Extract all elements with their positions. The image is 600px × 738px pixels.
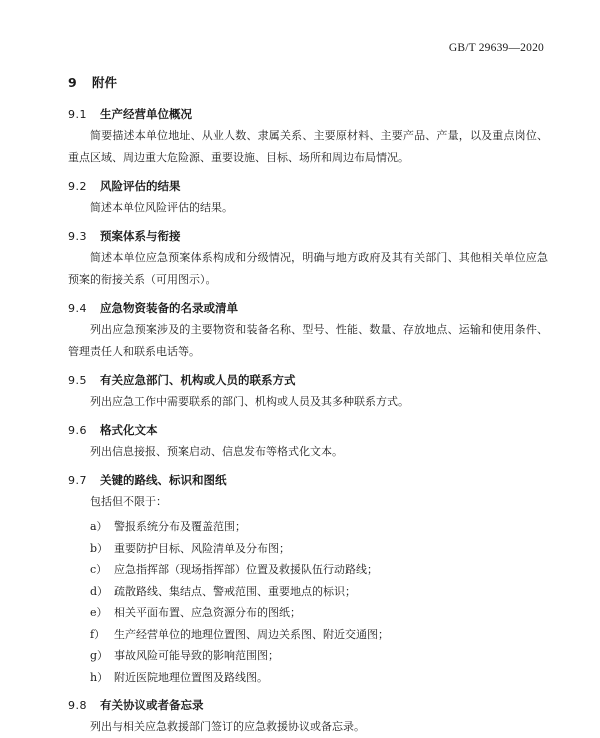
- section-number: 9.6: [68, 424, 87, 437]
- section-heading: [68, 472, 548, 488]
- section-heading: [68, 422, 548, 438]
- list-item: [90, 559, 548, 581]
- list-marker: g）: [90, 649, 109, 662]
- section-paragraph: 列出应急工作中需要联系的部门、机构或人员及其多种联系方式。: [90, 395, 409, 408]
- section-number: 9.8: [68, 699, 87, 712]
- standard-code: GB/T 29639—2020: [448, 42, 544, 54]
- list-item: [90, 645, 548, 667]
- chapter-title: 附件: [92, 75, 118, 90]
- section-number: 9.2: [68, 180, 87, 193]
- section-9-8: [68, 697, 548, 738]
- list-marker: c）: [90, 563, 108, 576]
- section-paragraph: 简述本单位应急预案体系构成和分级情况，明确与地方政府及其有关部门、其他相关单位应急预案的衔接关系（可用图示）。: [68, 251, 548, 286]
- section-paragraph: 简述本单位风险评估的结果。: [90, 201, 233, 214]
- section-paragraph: 简要描述本单位地址、从业人数、隶属关系、主要原材料、主要产品、产量，以及重点岗位、重点区域、周边重大危险源、重要设施、目标、场所和周边布局情况。: [68, 129, 548, 164]
- section-number: 9.3: [68, 230, 87, 243]
- section-title: 有关应急部门、机构或人员的联系方式: [100, 373, 296, 387]
- section-number: 9.7: [68, 474, 87, 487]
- list-item-text: 事故风险可能导致的影响范围图；: [114, 649, 279, 662]
- section-title: 有关协议或者备忘录: [100, 698, 204, 712]
- section-paragraph: 列出信息接报、预案启动、信息发布等格式化文本。: [90, 445, 343, 458]
- list-marker: b）: [90, 541, 109, 555]
- section-9-6: [68, 422, 548, 463]
- list-marker: d）: [90, 584, 109, 598]
- section-9-7: [68, 472, 548, 688]
- list-marker: e）: [90, 606, 108, 619]
- section-paragraph: 包括但不限于：: [90, 495, 167, 508]
- section-heading: [68, 372, 548, 388]
- list-item: [90, 667, 548, 689]
- section-number: 9.5: [68, 374, 87, 387]
- list-item-text: 重要防护目标、风险清单及分布图；: [114, 541, 290, 555]
- list-item-text: 疏散路线、集结点、警戒范围、重要地点的标识；: [114, 584, 356, 598]
- list-item-text: 附近医院地理位置图及路线图。: [114, 670, 268, 684]
- section-title: 预案体系与衔接: [100, 229, 181, 243]
- list-item: [90, 581, 548, 603]
- list-marker: h）: [90, 670, 109, 684]
- list-item-text: 应急指挥部（现场指挥部）位置及救援队伍行动路线；: [114, 563, 378, 576]
- section-paragraph: 列出与相关应急救援部门签订的应急救援协议或备忘录。: [90, 720, 365, 733]
- section-title: 格式化文本: [100, 423, 158, 437]
- list-item-text: 生产经营单位的地理位置图、周边关系图、附近交通图；: [114, 627, 389, 641]
- section-heading: [68, 178, 548, 194]
- chapter-number: 9: [68, 75, 77, 90]
- list-item-text: 相关平面布置、应急资源分布的图纸；: [114, 606, 301, 619]
- section-heading: [68, 106, 548, 122]
- list-item: [90, 538, 548, 560]
- item-list: [90, 516, 548, 688]
- list-item: [90, 602, 548, 624]
- section-9-4: [68, 300, 548, 363]
- section-9-3: [68, 228, 548, 291]
- list-item: [90, 516, 548, 538]
- section-title: 关键的路线、标识和图纸: [100, 473, 227, 487]
- section-heading: [68, 300, 548, 316]
- list-item-text: 警报系统分布及覆盖范围；: [114, 520, 246, 533]
- section-title: 生产经营单位概况: [100, 107, 192, 121]
- section-title: 风险评估的结果: [100, 179, 181, 193]
- section-number: 9.4: [68, 302, 87, 315]
- section-paragraph: 列出应急预案涉及的主要物资和装备名称、型号、性能、数量、存放地点、运输和使用条件、管理责任人和联系电话等。: [68, 323, 548, 358]
- section-heading: [68, 228, 548, 244]
- document-body: [68, 73, 548, 738]
- list-item: [90, 624, 548, 646]
- section-number: 9.1: [68, 108, 87, 121]
- section-9-2: [68, 178, 548, 219]
- list-marker: a）: [90, 520, 108, 533]
- section-heading: [68, 697, 548, 713]
- section-title: 应急物资装备的名录或清单: [100, 301, 238, 315]
- list-marker: f）: [90, 627, 106, 641]
- section-9-1: [68, 106, 548, 169]
- chapter-heading: [68, 73, 548, 91]
- section-9-5: [68, 372, 548, 413]
